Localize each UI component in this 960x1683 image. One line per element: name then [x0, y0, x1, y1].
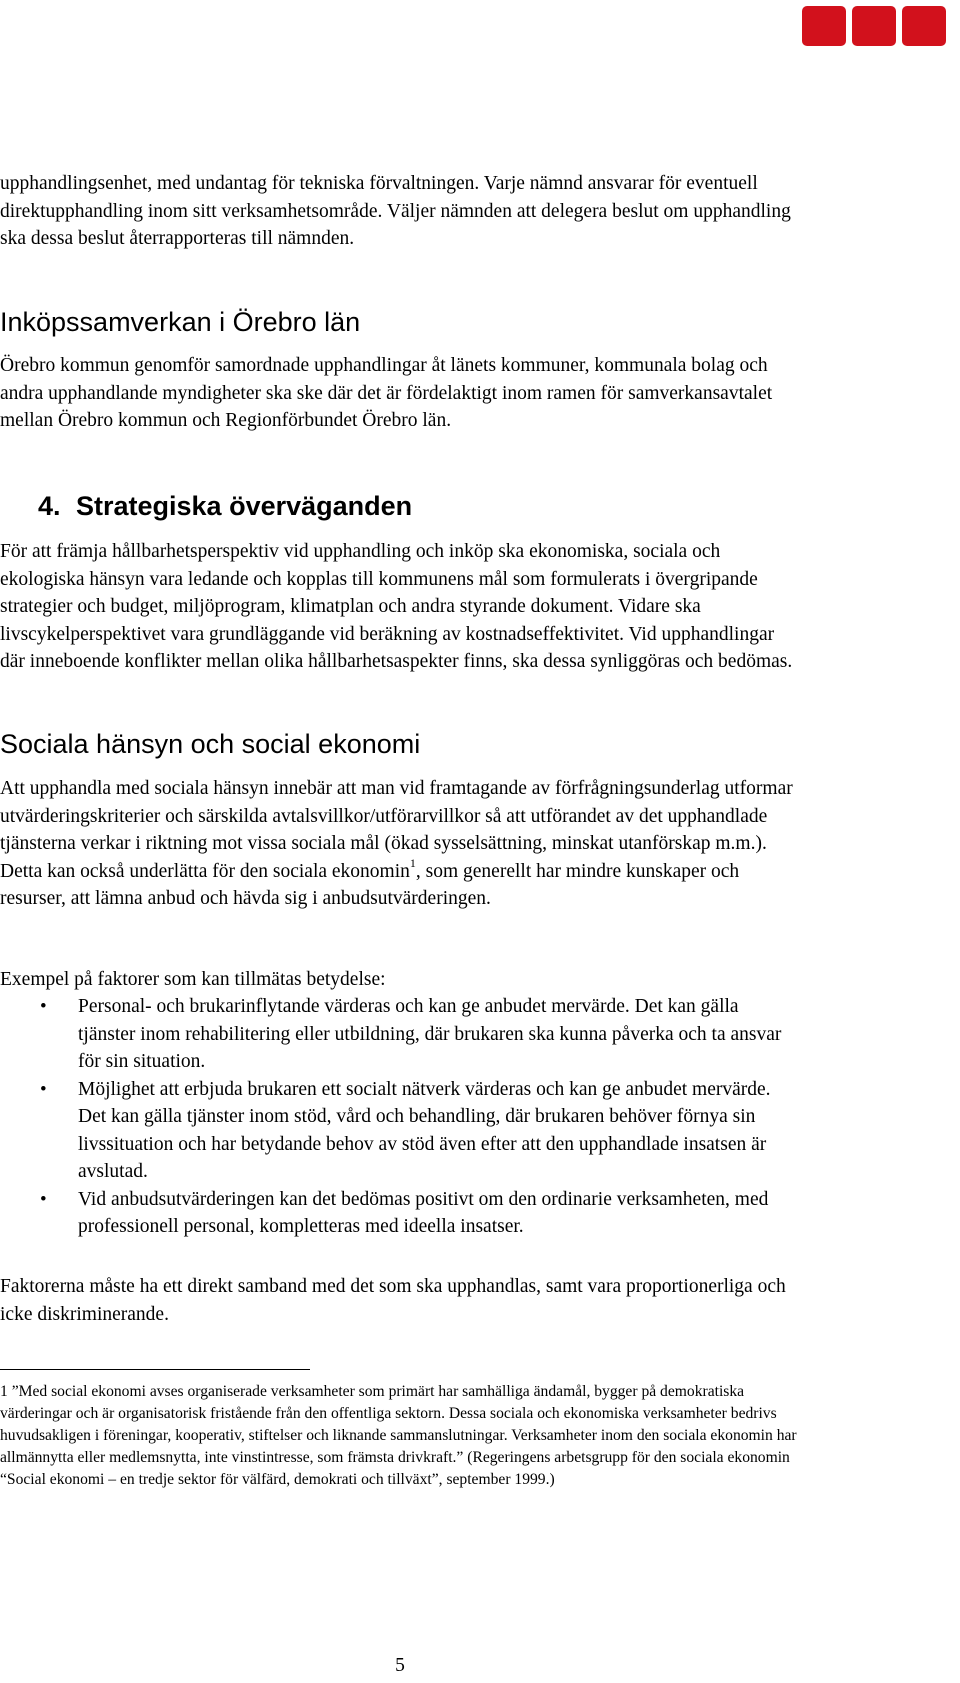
- sociala-text: Att upphandla med sociala hänsyn innebär att man vid framtagande av förfrågningsunderlag utformar utvärderingskriterier och särskilda avtalsvillkor/utförarvillkor så att utförandet av det upphandlade tjänsterna verkar i riktning mot vissa sociala mål (ökad sysselsättning, minskat utanförskap m.m.). Detta kan också underlätta för den sociala ekonomin: [0, 778, 793, 882]
- section-number: 4.: [38, 491, 61, 521]
- list-item: [0, 1076, 800, 1186]
- list-item-text: Möjlighet att erbjuda brukaren ett socialt nätverk värderas och kan ge anbudet mervärde. Det kan gälla tjänster inom stöd, vård och behandling, där brukaren behöver förnya sin livssituation och har betydande behov av stöd även efter att den upphandlade insatsen är avslutad.: [78, 1078, 771, 1182]
- sociala-text-cont: , som generellt har mindre kunskaper och resurser, att lämna anbud och hävda sig i anbudsutvärderingen.: [0, 860, 740, 909]
- footnote-divider: [0, 1369, 310, 1370]
- inkop-paragraph: Örebro kommun genomför samordnade upphandlingar åt länets kommuner, kommunala bolag och andra upphandlande myndigheter ska ske där det är fördelaktigt inom ramen för samverkansavtalet mellan Örebro kommun och Regionförbundet Örebro län.: [0, 355, 773, 431]
- list-item-text: Personal- och brukarinflytande värderas och kan ge anbudet mervärde. Det kan gälla tjänster inom rehabilitering eller utbildning, där brukaren ska kunna påverka och ta ansvar för sin situation.: [78, 996, 782, 1072]
- list-item-text: Vid anbudsutvärderingen kan det bedömas positivt om den ordinarie verksamheten, med professionell personal, kompletteras med ideella insatser.: [78, 1188, 769, 1237]
- logo-block: [902, 6, 946, 46]
- footnote: 1 ”Med social ekonomi avses organiserade verksamheter som primärt har samhälliga ändamål, bygger på demokratiska värderingar och är organisatorisk fristående från den offentliga sektorn. Dessa sociala och ekonomiska verksamheter bedrivs huvudsakligen i föreningar, kooperativ, stiftelser och liknande sammanslutningar. Verksamheter inom den sociala ekonomin har allmännytta eller medlemsnytta, inte vinstintresse, som främsta drivkraft.” (Regeringens arbetsgrupp för den sociala ekonomin “Social ekonomi – en tredje sektor för välfärd, demokrati och tillväxt”, september 1999.): [0, 1383, 797, 1488]
- logo-block: [852, 6, 896, 46]
- factor-list: [0, 993, 800, 1241]
- bullet-icon: •: [40, 1078, 47, 1100]
- bullet-icon: •: [40, 1188, 47, 1210]
- logo: [802, 6, 946, 46]
- list-item: [0, 993, 800, 1076]
- logo-block: [802, 6, 846, 46]
- intro-paragraph: upphandlingsenhet, med undantag för tekniska förvaltningen. Varje nämnd ansvarar för eventuell direktupphandling inom sitt verksamhetsområde. Väljer nämnden att delegera beslut om upphandling ska dessa beslut återrapporteras till nämnden.: [0, 173, 791, 249]
- page-number: 5: [395, 1655, 405, 1676]
- section-title: Strategiska överväganden: [76, 491, 413, 521]
- list-item: [0, 1186, 800, 1241]
- footnote-ref: 1: [409, 856, 416, 870]
- strategiska-paragraph: För att främja hållbarhetsperspektiv vid upphandling och inköp ska ekonomiska, sociala och ekologiska hänsyn vara ledande och kopplas till kommunens mål som formulerats i övergripande strategier och budget, miljöprogram, klimatplan och andra styrande dokument. Vidare ska livscykelperspektivet vara grundläggande vid beräkning av kostnadseffektivitet. Vid upphandlingar där inneboende konflikter mellan olika hållbarhetsaspekter finns, ska dessa synliggöras och bedömas.: [0, 541, 793, 672]
- example-intro: Exempel på faktorer som kan tillmätas betydelse:: [0, 969, 386, 990]
- bullet-icon: •: [40, 996, 47, 1017]
- heading-sociala: Sociala hänsyn och social ekonomi: [0, 729, 421, 759]
- closing-paragraph: Faktorerna måste ha ett direkt samband med det som ska upphandlas, samt vara proportionerliga och icke diskriminerande.: [0, 1276, 786, 1325]
- heading-inkopssamverkan: Inköpssamverkan i Örebro län: [0, 307, 361, 337]
- heading-strategiska: [38, 490, 412, 522]
- sociala-paragraph: [0, 775, 800, 913]
